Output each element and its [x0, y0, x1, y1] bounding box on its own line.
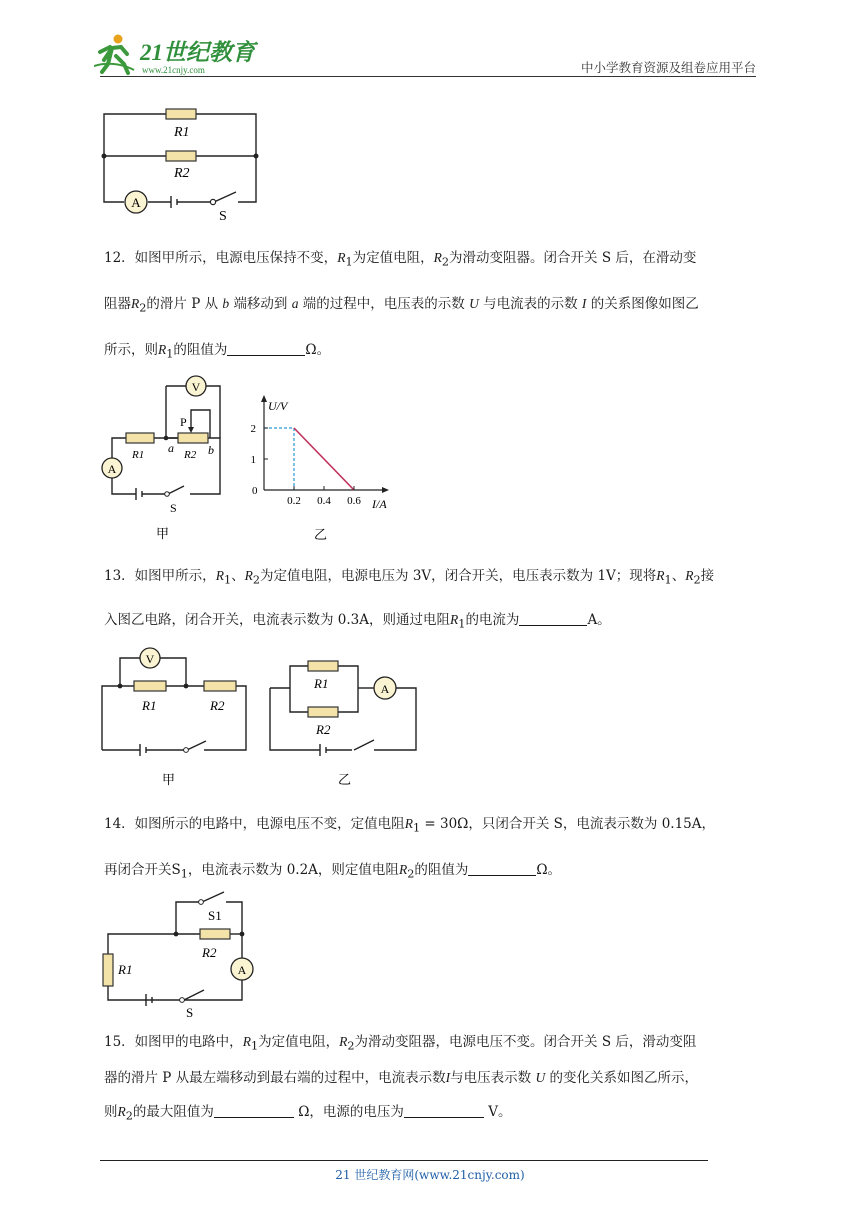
origin-label: 0	[252, 485, 258, 497]
x-axis-label: I/A	[372, 497, 387, 511]
question-14-line1: 14．如图所示的电路中，电源电压不变，定值电阻$R_1 = 30\Omega$，只闭合开关 S，电流表示数为 0.15A，	[104, 816, 716, 835]
label-r1: R1	[132, 449, 145, 461]
answer-blank-r2[interactable]	[214, 1103, 294, 1118]
data-line	[294, 428, 354, 490]
figure-caption-yi: 乙	[314, 527, 328, 542]
label-r2: R2	[174, 166, 190, 181]
x-tick-label: 0.2	[287, 495, 301, 507]
label-r1: R1	[314, 676, 329, 691]
label-r2: R2	[316, 722, 331, 737]
label-r2: R2	[210, 698, 225, 713]
ammeter-label: A	[107, 462, 117, 476]
footer-text: 21 世纪教育网(www.21cnjy.com)	[335, 1168, 525, 1182]
figure-caption-yi: 乙	[338, 772, 352, 787]
figure-q13-circuit-yi	[266, 652, 422, 792]
question-13-line1: 13．如图甲所示，$R_1$、$R_2$为定值电阻，电源电压为 3V，闭合开关，电压表示数为 1V；现将$R_1$、$R_2$接	[104, 568, 715, 587]
x-tick-label: 0.4	[317, 495, 331, 507]
question-15-line1: 15．如图甲的电路中，$R_1$为定值电阻，$R_2$为滑动变阻器，电源电压不变。闭合开关 S 后，滑动变阻	[104, 1034, 697, 1053]
runner-icon	[94, 35, 134, 74]
header-divider	[100, 76, 756, 77]
question-15-line2: 器的滑片 P 从最左端移动到最右端的过程中，电流表示数I与电压表示数 U 的变化关系如图乙所示，	[104, 1070, 699, 1086]
resistor-r1	[166, 109, 196, 119]
figure-q11-circuit	[96, 104, 266, 226]
resistor-r2	[204, 681, 236, 691]
resistor-r1	[103, 954, 113, 986]
figure-caption-jia: 甲	[156, 526, 170, 541]
question-12-line3: 所示，则$R_1$的阻值为 Ω。	[104, 342, 331, 361]
footer-divider	[100, 1160, 708, 1161]
label-r2: R2	[202, 945, 217, 960]
resistor-r2	[200, 929, 230, 939]
resistor-r1	[126, 433, 154, 443]
logo-text: 21世纪教育	[140, 40, 255, 65]
y-tick-label: 1	[250, 454, 256, 466]
ammeter-label: A	[237, 963, 247, 977]
ammeter-label: A	[131, 195, 141, 210]
resistor-r2	[308, 707, 338, 717]
resistor-r1	[134, 681, 166, 691]
header-platform-text: 中小学教育资源及组卷应用平台	[580, 60, 756, 75]
logo-url: www.21cnjy.com	[142, 65, 205, 75]
label-switch: S	[219, 209, 227, 224]
label-switch: S	[186, 1005, 194, 1020]
question-12-line2: 阻器$R_2$的滑片 P 从 b 端移动到 a 端的过程中，电压表的示数 U 与电流表的示数 I 的关系图像如图乙	[104, 296, 699, 315]
question-13-line2: 入图乙电路，闭合开关，电流表示数为 0.3A，则通过电阻$R_1$的电流为 A。	[104, 612, 611, 631]
answer-blank[interactable]	[468, 861, 536, 876]
label-r1: R1	[118, 962, 133, 977]
label-p: P	[180, 415, 187, 429]
label-b-end: b	[208, 443, 214, 457]
figure-q12-graph-yi	[244, 394, 404, 544]
voltmeter-label: V	[191, 380, 201, 394]
rheostat-r2	[178, 433, 208, 443]
figure-q14-circuit	[96, 884, 266, 1020]
question-14-line2: 再闭合开关$S_1$，电流表示数为 0.2A，则定值电阻$R_2$的阻值为 Ω。	[104, 862, 562, 881]
resistor-r1	[308, 661, 338, 671]
label-s1: S1	[208, 908, 222, 923]
label-r1: R1	[174, 125, 190, 140]
figure-caption-jia: 甲	[162, 772, 176, 787]
resistor-r2	[166, 151, 196, 161]
x-tick-label: 0.6	[347, 495, 361, 507]
label-r1: R1	[142, 698, 157, 713]
answer-blank-voltage[interactable]	[404, 1103, 484, 1118]
label-r2: R2	[184, 449, 197, 461]
figure-q12-circuit-jia	[96, 372, 236, 542]
ammeter-label: A	[380, 682, 390, 696]
y-tick-label: 2	[250, 423, 256, 435]
site-logo	[94, 30, 264, 78]
figure-q13-circuit-jia	[96, 644, 256, 792]
question-12-line1: 12．如图甲所示，电源电压保持不变，$R_1$为定值电阻，$R_2$为滑动变阻器。闭合开关 S 后，在滑动变	[104, 250, 697, 269]
question-15-line3: 则$R_2$的最大阻值为 Ω，电源的电压为 V。	[104, 1104, 512, 1123]
voltmeter-label: V	[145, 652, 155, 666]
y-axis-label: U/V	[268, 399, 288, 413]
answer-blank[interactable]	[227, 341, 305, 356]
answer-blank[interactable]	[519, 611, 587, 626]
label-a-end: a	[168, 441, 174, 455]
label-switch: S	[170, 501, 177, 515]
